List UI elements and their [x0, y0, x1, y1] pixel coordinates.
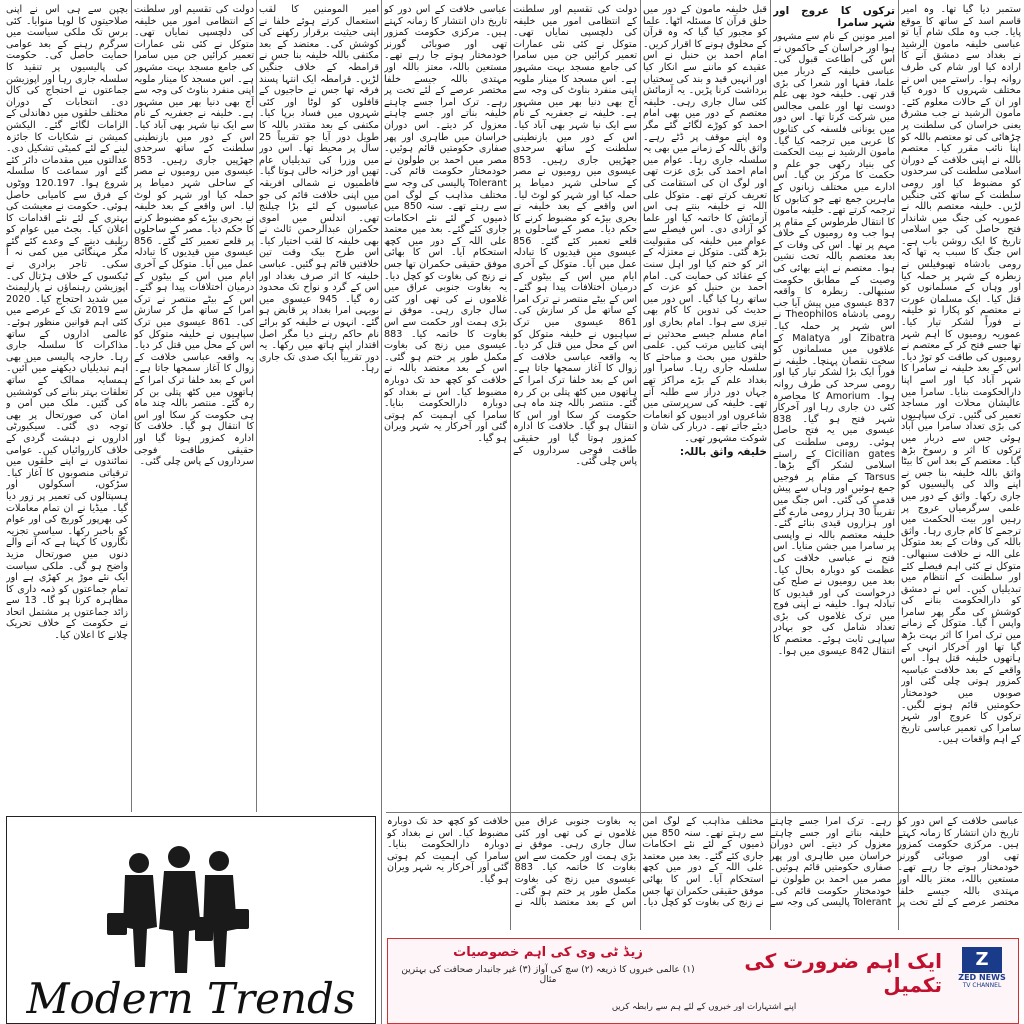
column-rule	[898, 0, 899, 930]
article-column-6: امیر المومنین کا لقب استعمال کرتے ہوئے خلفا نے اپنی حیثیت برقرار رکھنے کی کوشش کی۔ معتضد کے بعد مکتفی باللہ خلیفہ بنا جس نے قرامطہ کے خلاف جنگیں لڑیں۔ قرامطہ ایک انتہا پسند فرقہ تھا جس نے حاجیوں کے قافلوں کو لوٹا اور کئی شہروں میں فساد برپا کیا۔ مکتفی کے بعد مقتدر باللہ کا طویل دور آیا جو تقریباً 25 سال پر محیط تھا۔ اس دور میں وزرا کی تبدیلیاں عام تھیں اور خزانہ خالی ہوتا گیا۔ فاطمیوں نے شمالی افریقہ میں اپنی خلافت قائم کی جو عباسیوں کے لئے بڑا چیلنج تھی۔ اندلس میں اموی حکمران عبدالرحمن ثالث نے بھی خلیفہ کا لقب اختیار کیا۔ اس طرح بیک وقت تین خلافتیں قائم ہو گئیں۔ عباسی خلیفہ کا اثر صرف بغداد اور اس کے گرد و نواح تک محدود رہ گیا۔ 945 عیسوی میں بویہی امرا بغداد پر قابض ہو گئے۔ انہوں نے خلیفہ کو برائے نام حاکم رہنے دیا مگر اصل اقتدار اپنے ہاتھ میں رکھا۔ یہ دور تقریباً ایک صدی تک جاری رہا۔	[259, 4, 379, 375]
column-rule	[256, 0, 257, 812]
article-column-8: بچپن سے ہی اس نے اپنی صلاحیتوں کا لوہا منوایا۔ کئی برس تک ملکی سیاست میں سرگرم رہنے کے بعد عوامی حمایت حاصل کی۔ حکومت کی پالیسیوں پر تنقید کا سلسلہ جاری رہا اور اپوزیشن جماعتوں نے احتجاج کی کال دی۔ انتخابات کے دوران مختلف حلقوں میں دھاندلی کے الزامات لگائے گئے۔ الیکشن کمیشن نے شکایات کا جائزہ لینے کے لئے کمیٹی تشکیل دی۔ عدالتوں میں مقدمات دائر کئے گئے اور سماعت کا سلسلہ شروع ہوا۔ 120.197 ووٹوں کے فرق سے کامیابی حاصل ہوئی۔ حکومت نے معیشت کی بہتری کے لئے نئے اقدامات کا اعلان کیا۔ بجٹ میں عوام کو ریلیف دینے کے وعدے کئے گئے مگر مہنگائی میں کمی نہ آ سکی۔ تاجر برادری نے ٹیکسوں کے خلاف ہڑتال کی۔ اپوزیشن رہنماؤں نے پارلیمنٹ میں شدید احتجاج کیا۔ 2020 سے 2019 تک کے عرصے میں کئی اہم قوانین منظور ہوئے۔ عالمی اداروں کے ساتھ مذاکرات کا سلسلہ جاری رہا۔ خارجہ پالیسی میں بھی اہم تبدیلیاں دیکھنے میں آئیں۔ ہمسایہ ممالک کے ساتھ تعلقات بہتر بنانے کی کوششیں کی گئیں۔ ملک میں امن و امان کی صورتحال پر بھی توجہ دی گئی۔ سیکیورٹی اداروں نے دہشت گردی کے خلاف کارروائیاں کیں۔ عوامی نمائندوں نے اپنے حلقوں میں ترقیاتی منصوبوں کا آغاز کیا۔ سڑکوں، اسکولوں اور ہسپتالوں کی تعمیر پر زور دیا گیا۔ میڈیا نے ان تمام معاملات کی بھرپور کوریج کی اور عوام کو باخبر رکھا۔ سیاسی تجزیہ نگاروں کا کہنا ہے کہ آنے والے دنوں میں صورتحال مزید واضح ہو گی۔ ملکی سیاست ایک نئے موڑ پر کھڑی ہے اور تمام جماعتوں کو ذمہ داری کا مظاہرہ کرنا ہو گا۔ 13 سے زائد جماعتوں پر مشتمل اتحاد نے حکومت کے خلاف تحریک چلانے کا اعلان کیا۔	[6, 4, 128, 642]
article-column-4: دولت کی تقسیم اور سلطنت کے انتظامی امور میں خلیفہ کی دلچسپی نمایاں تھی۔ متوکل نے کئی نئی عمارات تعمیر کرائیں جن میں سامرا کی جامع مسجد بہت مشہور ہے۔ اس مسجد کا مینار ملویہ اپنی منفرد بناوٹ کی وجہ سے آج بھی دنیا بھر میں مشہور ہے۔ خلیفہ نے جعفریہ کے نام سے ایک نیا شہر بھی آباد کیا۔ اس کے دور میں بازنطینی سلطنت کے ساتھ سرحدی جھڑپیں جاری رہیں۔ 853 عیسوی میں رومیوں نے مصر کے ساحلی شہر دمیاط پر حملہ کیا اور شہر کو لوٹ لیا۔ اس واقعے کے بعد خلیفہ نے بحری بیڑے کو مضبوط کرنے کا حکم دیا۔ مصر کے ساحلوں پر قلعے تعمیر کئے گئے۔ 856 عیسوی میں قیدیوں کا تبادلہ عمل میں آیا۔ متوکل کے آخری ایام میں اس کے بیٹوں کے درمیان اختلافات پیدا ہو گئے۔ اس کے بیٹے منتصر نے ترک امرا کے ساتھ مل کر سازش کی۔ 861 عیسوی میں ترک سپاہیوں نے خلیفہ متوکل کو اس کے محل میں قتل کر دیا۔ یہ واقعہ عباسی خلافت کے زوال کا آغاز سمجھا جاتا ہے۔ اس کے بعد خلفا ترک امرا کے ہاتھوں میں کٹھ پتلی بن کر رہ گئے۔ منتصر باللہ چند ماہ ہی حکومت کر سکا اور اس کا انتقال ہو گیا۔ خلافت کا ادارہ کمزور ہوتا گیا اور حقیقی طاقت فوجی سرداروں کے پاس چلی گئی۔	[513, 4, 637, 468]
article-continuation: عباسی خلافت کے اس دور کو تاریخ دان انتشار کا زمانہ کہتے ہیں۔ مرکزی حکومت کمزور تھی اور صوبائی گورنر خودمختار ہوتے جا رہے تھے۔ مستعین باللہ، معتز باللہ اور مہتدی باللہ جیسے خلفا مختصر عرصے کے لئے تخت پر رہے۔ ترک امرا جسے چاہتے خلیفہ بناتے اور جسے چاہتے معزول کر دیتے۔ اس دوران خراسان میں طاہری اور پھر صفاری حکومتیں قائم ہوئیں۔ مصر میں احمد بن طولون نے خودمختار حکومت قائم کی۔ Tolerant پالیسی کی وجہ سے مختلف مذاہب کے لوگ امن سے رہتے تھے۔ سنہ 850 میں ذمیوں کے لئے نئے احکامات جاری کئے گئے۔ بعد میں معتمد علی اللہ کے دور میں کچھ استحکام آیا۔ اس کا بھائی موفق حقیقی حکمران تھا جس نے زنج کی بغاوت کو کچل دیا۔ یہ بغاوت جنوبی عراق میں غلاموں نے کی تھی اور کئی سال جاری رہی۔ موفق نے بڑی ہمت اور حکمت سے اس بغاوت کا خاتمہ کیا۔ 883 عیسوی میں زنج کی بغاوت مکمل طور پر ختم ہو گئی۔ اس کے بعد معتضد باللہ نے خلافت کو کچھ حد تک دوبارہ مضبوط کیا۔ اس نے بغداد کو دوبارہ دارالحکومت بنایا۔ سامرا کی اہمیت کم ہوتی گئی اور آخرکار یہ شہر ویران ہو گیا۔	[387, 816, 1019, 909]
news-channel-advertisement	[387, 938, 1019, 1024]
ad-features: (۱) عالمی خبروں کا ذریعہ (۲) سچ کی آواز (۳) غیر جانبدار صحافت کی بہترین مثال	[401, 965, 695, 985]
logo-line-1: ZED NEWS	[958, 973, 1006, 982]
fashion-advertisement	[6, 816, 376, 1024]
logo-line-2: TV CHANNEL	[962, 982, 1002, 989]
column-rule	[131, 0, 132, 812]
subheading: ترکوں کا عروج اور شہر سامرا	[773, 5, 895, 29]
article-column-2: ترکوں کا عروج اور شہر سامرا امیر مونین کے نام سے مشہور ہوا اور خراسان کے حاکموں نے اس کی اطاعت قبول کی۔ عباسی خلیفہ کے دربار میں علما، فقہا اور شعرا کی بڑی قدر تھی۔ خلیفہ خود بھی علم دوست تھا اور علمی مجالس میں شرکت کرتا تھا۔ اس دور میں یونانی فلسفہ کی کتابوں کا عربی میں ترجمہ کیا گیا۔ مامون الرشید نے بیت الحکمت کی بنیاد رکھی جو علم و حکمت کا مرکز بن گیا۔ اس ادارے میں مختلف زبانوں کے ماہرین جمع تھے جو کتابوں کا ترجمہ کرتے تھے۔ خلیفہ مامون کا انتقال طرطوس کے مقام پر ہوا جب وہ رومیوں کے خلاف مہم پر تھا۔ اس کی وفات کے بعد معتصم باللہ تخت نشین ہوا۔ معتصم نے اپنے بھائی کی وصیت کے مطابق حکومت سنبھالی۔ زبطرہ کا واقعہ 837 عیسوی میں پیش آیا جب رومی بادشاہ Theophilos نے اس شہر پر حملہ کیا۔ Zibatra اور Malatya کے علاقوں میں مسلمانوں کو سخت نقصان پہنچا۔ خلیفہ نے فوراً ایک بڑا لشکر تیار کیا اور رومی سرحد کی طرف روانہ ہوا۔ Amorium کا محاصرہ کئی دن جاری رہا اور آخرکار شہر فتح ہو گیا۔ 838 عیسوی میں یہ فتح حاصل ہوئی۔ رومی سلطنت کی Cicilian gates کے راستے اسلامی لشکر آگے بڑھا۔ Tarsus کے مقام پر فوجیں جمع ہوئیں اور وہاں سے پیش قدمی کی گئی۔ اس جنگ میں تقریباً 30 ہزار رومی مارے گئے اور ہزاروں قیدی بنائے گئے۔ خلیفہ معتصم باللہ نے واپسی پر سامرا میں جشن منایا۔ اس فتح نے عباسی خلافت کی عظمت کو دوبارہ بحال کیا۔ بعد میں رومیوں نے صلح کی درخواست کی اور قیدیوں کا تبادلہ ہوا۔ خلیفہ نے اپنی فوج میں ترک غلاموں کی بڑی تعداد شامل کی جو بہادر سپاہی ثابت ہوئے۔ معتصم کا انتقال 842 عیسوی میں ہوا۔	[773, 5, 895, 657]
article-column-7: دولت کی تقسیم اور سلطنت کے انتظامی امور میں خلیفہ کی دلچسپی نمایاں تھی۔ متوکل نے کئی نئی عمارات تعمیر کرائیں جن میں سامرا کی جامع مسجد بہت مشہور ہے۔ اس مسجد کا مینار ملویہ اپنی منفرد بناوٹ کی وجہ سے آج بھی دنیا بھر میں مشہور ہے۔ خلیفہ نے جعفریہ کے نام سے ایک نیا شہر بھی آباد کیا۔ اس کے دور میں بازنطینی سلطنت کے ساتھ سرحدی جھڑپیں جاری رہیں۔ 853 عیسوی میں رومیوں نے مصر کے ساحلی شہر دمیاط پر حملہ کیا اور شہر کو لوٹ لیا۔ اس واقعے کے بعد خلیفہ نے بحری بیڑے کو مضبوط کرنے کا حکم دیا۔ مصر کے ساحلوں پر قلعے تعمیر کئے گئے۔ 856 عیسوی میں قیدیوں کا تبادلہ عمل میں آیا۔ متوکل کے آخری ایام میں اس کے بیٹوں کے درمیان اختلافات پیدا ہو گئے۔ اس کے بیٹے منتصر نے ترک امرا کے ساتھ مل کر سازش کی۔ 861 عیسوی میں ترک سپاہیوں نے خلیفہ متوکل کو اس کے محل میں قتل کر دیا۔ یہ واقعہ عباسی خلافت کے زوال کا آغاز سمجھا جاتا ہے۔ اس کے بعد خلفا ترک امرا کے ہاتھوں میں کٹھ پتلی بن کر رہ گئے۔ منتصر باللہ چند ماہ ہی حکومت کر سکا اور اس کا انتقال ہو گیا۔ خلافت کا ادارہ کمزور ہوتا گیا اور حقیقی طاقت فوجی سرداروں کے پاس چلی گئی۔	[134, 4, 254, 468]
subheading: خلیفہ واثق باللہ:	[679, 445, 767, 458]
brand-script: Modern Trends	[26, 974, 356, 1023]
ad-heading-right: ایک اہم ضرورت کی تکمیل	[744, 949, 942, 997]
article-column-1: ستمبر دیا گیا تھا۔ وہ امیر قاسم اسد کے ساتھ کا موقع پایا۔ جب وہ ملک شام آیا تو عباسی خلیفہ مامون الرشید نے بغداد سے دمشق آنے کا ارادہ کیا اور شام کی طرف روانہ ہوا۔ راستے میں اس نے مختلف شہروں کا دورہ کیا اور ان کے حالات معلوم کئے۔ مامون الرشید نے جب مشرق یعنی خراسان کی سلطنت پر چڑھائی کی تو معتصم باللہ کو اپنا نائب مقرر کیا۔ معتصم باللہ نے اپنی خلافت کے دوران اسلامی سلطنت کی سرحدوں کو مضبوط کیا اور رومی سلطنت کے ساتھ کئی جنگیں لڑیں۔ خلیفہ معتصم باللہ نے عموریہ کی جنگ میں شاندار فتح حاصل کی جو اسلامی تاریخ کا ایک روشن باب ہے۔ اس جنگ کا سبب یہ تھا کہ رومی بادشاہ تھیوفیلس نے زبطرہ کے شہر پر حملہ کیا اور وہاں کے مسلمانوں کو قتل کیا۔ ایک مسلمان عورت نے معتصم کو پکارا تو خلیفہ نے فوراً لشکر تیار کیا۔ عموریہ رومیوں کا اہم شہر تھا جسے فتح کر کے معتصم نے رومیوں کی طاقت کو توڑ دیا۔ اس کے بعد خلیفہ نے سامرا کا شہر آباد کیا اور اسے اپنا دارالحکومت بنایا۔ سامرا میں عالیشان محلات اور مساجد تعمیر کی گئیں۔ ترک سپاہیوں کی بڑی تعداد سامرا میں آباد ہوئی جس سے دربار میں ترکوں کا اثر و رسوخ بڑھ گیا۔ معتصم کے بعد اس کا بیٹا واثق باللہ خلیفہ بنا جس نے اپنے والد کی پالیسیوں کو جاری رکھا۔ واثق کے دور میں علمی سرگرمیاں عروج پر رہیں اور بیت الحکمت میں ترجمے کا کام جاری رہا۔ واثق باللہ کی وفات کے بعد متوکل علی اللہ نے خلافت سنبھالی۔ متوکل نے کئی اہم فیصلے کئے اور سلطنت کے انتظام میں تبدیلیاں کیں۔ اس نے دمشق کو دارالحکومت بنانے کی کوشش کی مگر پھر سامرا واپس آ گیا۔ متوکل کے زمانے میں ترک امرا کا اثر بہت بڑھ گیا تھا اور آخرکار انہی کے ہاتھوں خلیفہ قتل ہوا۔ اس واقعے کے بعد خلافت عباسیہ کمزور ہوتی چلی گئی اور صوبوں میں خودمختار حکومتیں قائم ہونے لگیں۔ ترکوں کا عروج اور شہر سامرا کی تعمیر عباسی تاریخ کے اہم واقعات ہیں۔	[901, 4, 1021, 746]
column-rule	[381, 0, 382, 1024]
ad-heading-left: زیڈ ٹی وی کی اہم خصوصیات	[453, 945, 643, 960]
column-rule	[770, 0, 771, 930]
column-rule	[510, 0, 511, 930]
article-column-5: عباسی خلافت کے اس دور کو تاریخ دان انتشار کا زمانہ کہتے ہیں۔ مرکزی حکومت کمزور تھی اور صوبائی گورنر خودمختار ہوتے جا رہے تھے۔ مستعین باللہ، معتز باللہ اور مہتدی باللہ جیسے خلفا مختصر عرصے کے لئے تخت پر رہے۔ ترک امرا جسے چاہتے خلیفہ بناتے اور جسے چاہتے معزول کر دیتے۔ اس دوران خراسان میں طاہری اور پھر صفاری حکومتیں قائم ہوئیں۔ مصر میں احمد بن طولون نے خودمختار حکومت قائم کی۔ Tolerant پالیسی کی وجہ سے مختلف مذاہب کے لوگ امن سے رہتے تھے۔ سنہ 850 میں ذمیوں کے لئے نئے احکامات جاری کئے گئے۔ بعد میں معتمد علی اللہ کے دور میں کچھ استحکام آیا۔ اس کا بھائی موفق حقیقی حکمران تھا جس نے زنج کی بغاوت کو کچل دیا۔ یہ بغاوت جنوبی عراق میں غلاموں نے کی تھی اور کئی سال جاری رہی۔ موفق نے بڑی ہمت اور حکمت سے اس بغاوت کا خاتمہ کیا۔ 883 عیسوی میں زنج کی بغاوت مکمل طور پر ختم ہو گئی۔ اس کے بعد معتضد باللہ نے خلافت کو کچھ حد تک دوبارہ مضبوط کیا۔ اس نے بغداد کو دوبارہ دارالحکومت بنایا۔ سامرا کی اہمیت کم ہوتی گئی اور آخرکار یہ شہر ویران ہو گیا۔	[384, 4, 507, 444]
channel-logo	[952, 947, 1012, 991]
column-rule	[640, 0, 641, 930]
ad-fine-print: اپنے اشتہارات اور خبروں کے لئے ہم سے رابطہ کریں	[611, 1002, 797, 1012]
shopping-figures-illustration	[7, 817, 375, 1023]
article-column-3: قبل خلیفہ مامون کے دور میں خلق قرآن کا مسئلہ اٹھا۔ علما کو مجبور کیا گیا کہ وہ قرآن کے مخلوق ہونے کا اقرار کریں۔ امام احمد بن حنبل نے اس عقیدے کو ماننے سے انکار کیا اور انہیں قید و بند کی سختیاں برداشت کرنا پڑیں۔ یہ آزمائش کئی سال جاری رہی۔ خلیفہ معتصم کے دور میں بھی امام احمد کو کوڑے لگائے گئے مگر وہ اپنے موقف پر ڈٹے رہے۔ واثق باللہ کے زمانے میں بھی یہ سلسلہ جاری رہا۔ عوام میں امام احمد کی بڑی عزت تھی اور لوگ ان کی استقامت کی تعریف کرتے تھے۔ متوکل علی اللہ نے خلیفہ بنتے ہی اس آزمائش کا خاتمہ کیا اور علما کو آزادی دی۔ اس فیصلے سے عوام میں خلیفہ کی مقبولیت بڑھ گئی۔ متوکل نے معتزلہ کے اثر کو ختم کیا اور اہل سنت کے عقائد کی حمایت کی۔ امام احمد بن حنبل کو عزت کے ساتھ رہا کیا گیا۔ اس دور میں حدیث کی تدوین کا کام بھی تیزی سے ہوا۔ امام بخاری اور امام مسلم جیسے محدثین نے اپنی کتابیں مرتب کیں۔ علمی حلقوں میں بحث و مباحثے کا سلسلہ جاری رہا۔ سامرا اور بغداد علم کے بڑے مراکز تھے جہاں دور دراز سے طلبہ آتے تھے۔ خلیفہ کی سرپرستی میں شاعروں اور ادیبوں کو انعامات دیئے جاتے تھے۔ دربار کی شان و شوکت مشہور تھی۔ خلیفہ واثق باللہ:	[643, 4, 767, 458]
z-logo-icon: Z	[962, 947, 1002, 973]
